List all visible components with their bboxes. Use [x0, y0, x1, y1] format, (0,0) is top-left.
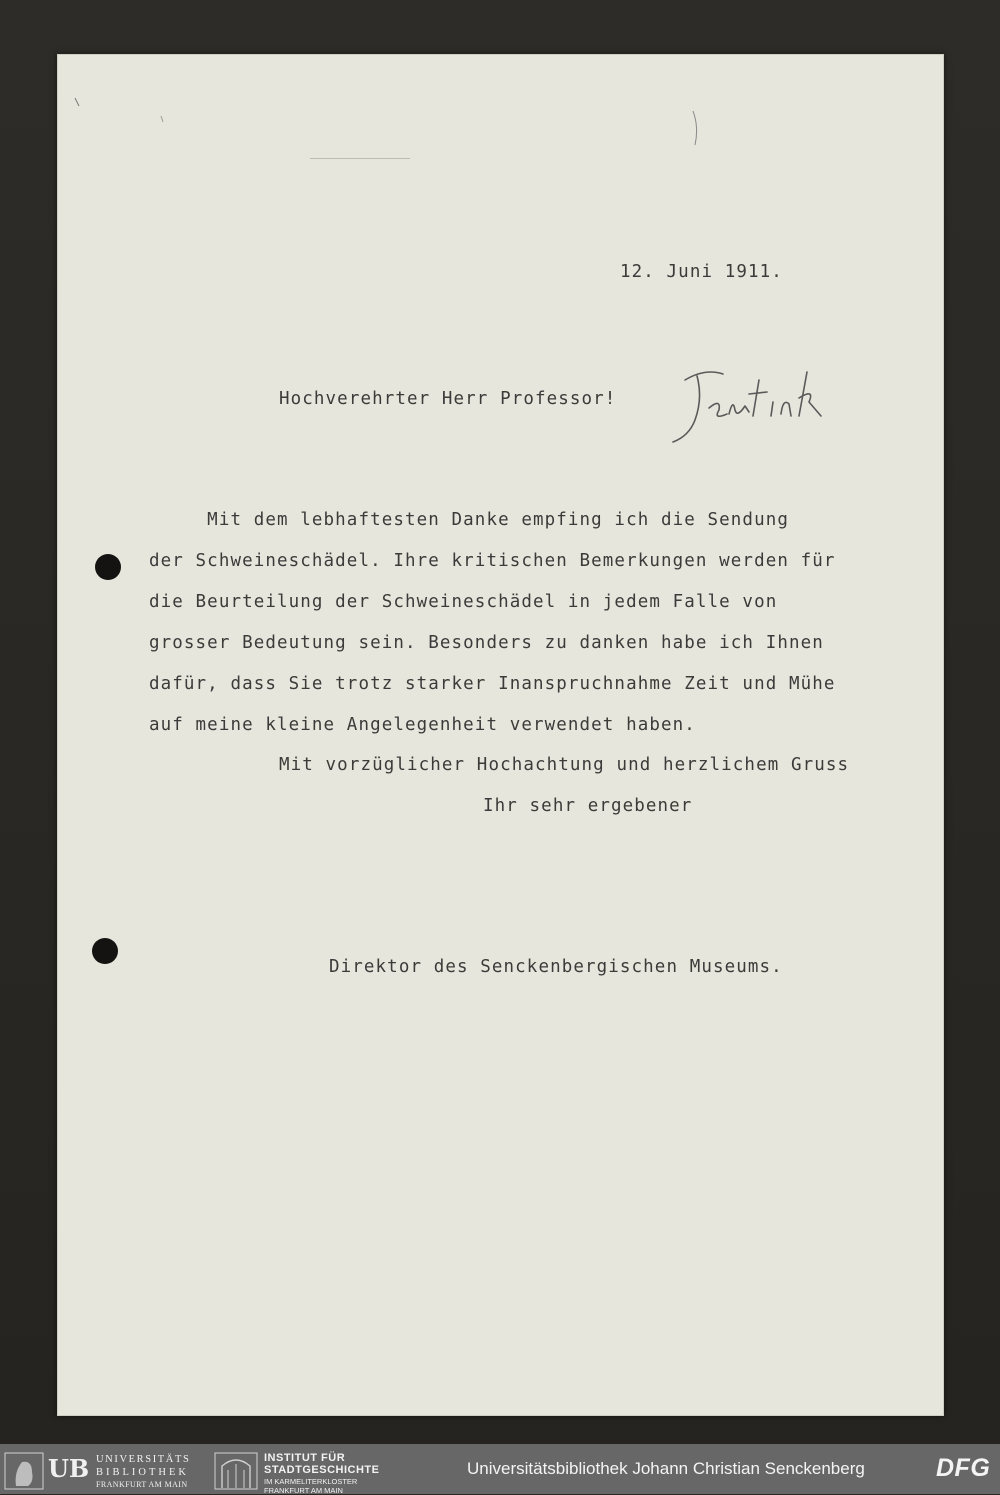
signature-title: Direktor des Senckenbergischen Museums.: [329, 957, 783, 977]
body-line: der Schweineschädel. Ihre kritischen Bemerkungen werden für: [149, 551, 836, 571]
ub-line2: BIBLIOTHEK: [96, 1467, 189, 1478]
salutation: Hochverehrter Herr Professor!: [279, 389, 617, 409]
footer-bar: [0, 1444, 1000, 1494]
pencil-mark: [71, 96, 171, 126]
arch-window-icon: [214, 1452, 258, 1490]
faint-line: [310, 158, 410, 159]
isg-line3: IM KARMELITERKLOSTER: [264, 1477, 358, 1486]
body-line: auf meine kleine Angelegenheit verwendet haben.: [149, 715, 696, 735]
isg-logo: [214, 1448, 404, 1495]
letter-page: [57, 54, 944, 1416]
closing-line: Mit vorzüglicher Hochachtung und herzlichem Gruss: [279, 755, 850, 775]
pencil-mark: [687, 109, 707, 149]
isg-line1: INSTITUT FÜR: [264, 1452, 346, 1464]
dfg-logo: DFG: [936, 1454, 991, 1482]
body-line: grosser Bedeutung sein. Besonders zu danken habe ich Ihnen: [149, 633, 824, 653]
ub-line3: FRANKFURT AM MAIN: [96, 1480, 188, 1489]
closing-line-2: Ihr sehr ergebener: [483, 796, 693, 816]
handwritten-name-signature: [665, 358, 865, 448]
body-line: die Beurteilung der Schweineschädel in jedem Falle von: [149, 592, 778, 612]
isg-line2: STADTGESCHICHTE: [264, 1464, 380, 1476]
ub-logo: [4, 1448, 204, 1490]
goethe-portrait-icon: [4, 1452, 44, 1490]
isg-line4: FRANKFURT AM MAIN: [264, 1486, 343, 1495]
date-line: 12. Juni 1911.: [620, 262, 783, 282]
ub-line1: UNIVERSITÄTS: [96, 1454, 191, 1465]
ub-letters: UB: [48, 1454, 90, 1483]
footer-center-text: Universitätsbibliothek Johann Christian Senckenberg: [467, 1459, 865, 1478]
body-line: dafür, dass Sie trotz starker Inanspruchnahme Zeit und Mühe: [149, 674, 836, 694]
body-line: Mit dem lebhaftesten Danke empfing ich die Sendung: [149, 510, 789, 530]
punch-hole-icon: [92, 938, 118, 964]
punch-hole-icon: [95, 554, 121, 580]
